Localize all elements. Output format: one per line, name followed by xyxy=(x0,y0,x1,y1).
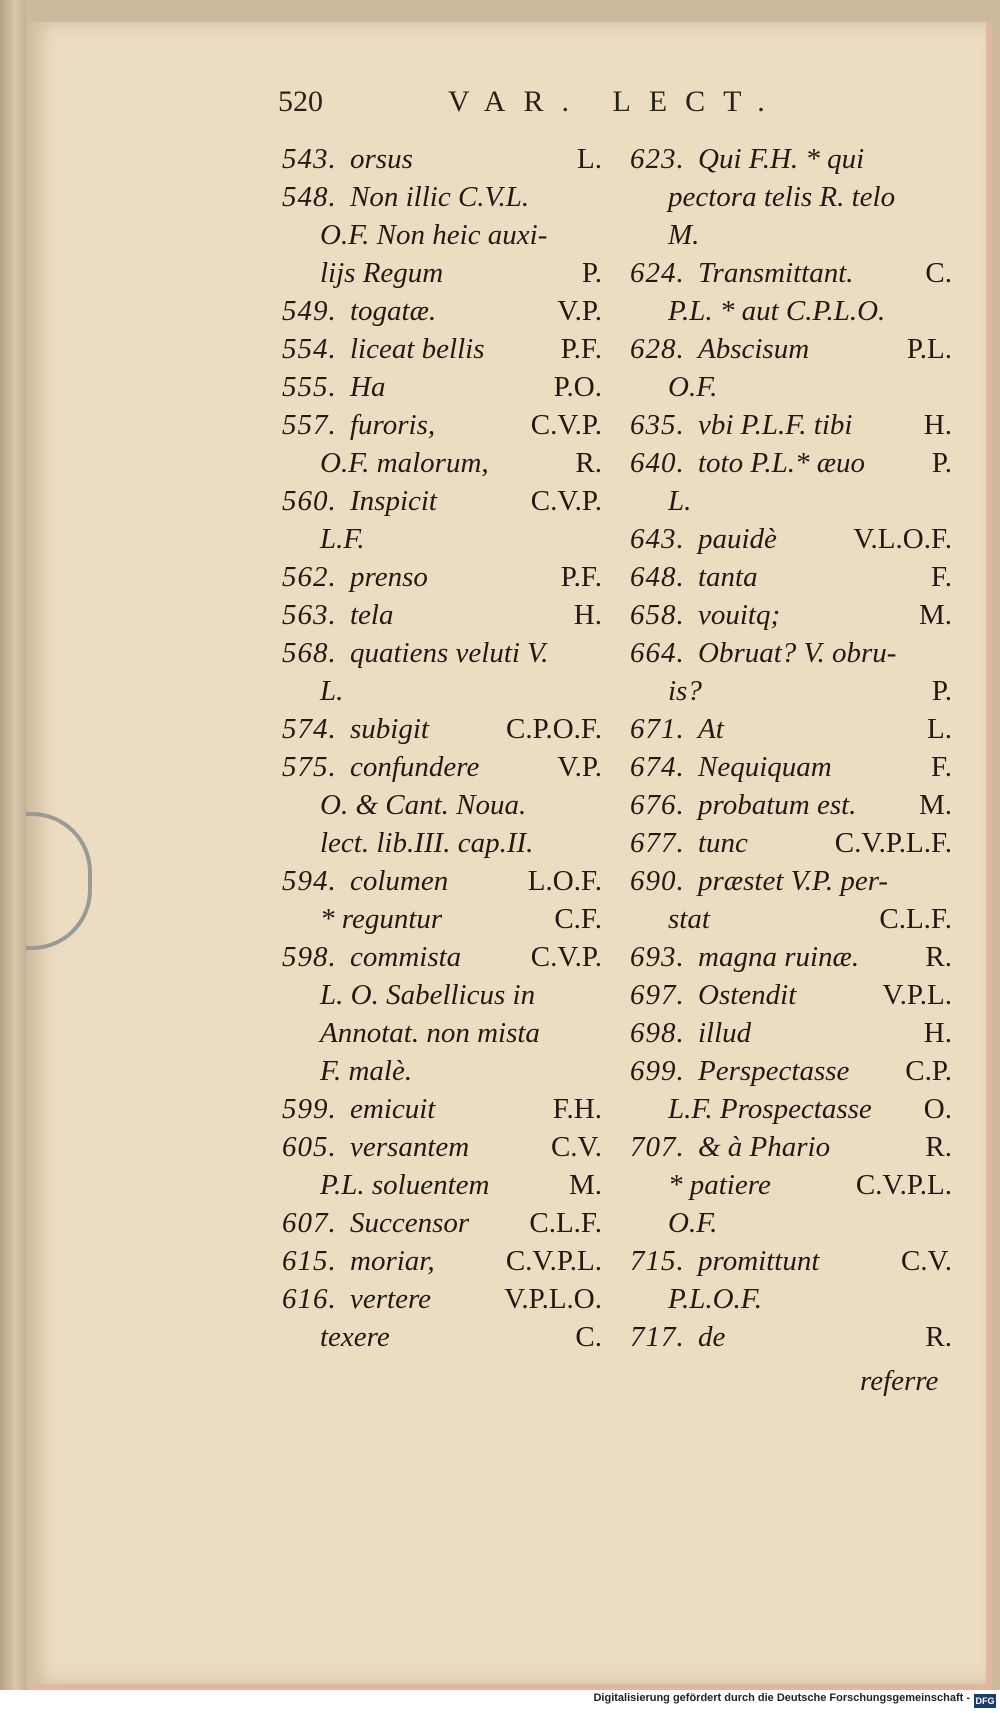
entry-line xyxy=(630,140,952,178)
entry-line xyxy=(282,938,602,976)
variant-text: L. O. Sabellicus in xyxy=(320,979,536,1011)
entry-line xyxy=(630,710,952,748)
page-number: 520 xyxy=(278,85,323,118)
entry-line xyxy=(282,862,602,900)
entry-line xyxy=(282,1318,602,1356)
variant-text: subigit xyxy=(350,713,429,745)
witness-sigla: C.V.P. xyxy=(530,941,602,973)
variant-text: vouitq; xyxy=(698,599,781,631)
entry-line xyxy=(282,216,602,254)
entry-line xyxy=(282,1052,602,1090)
witness-sigla: M. xyxy=(918,599,952,631)
entry-line xyxy=(630,1052,952,1090)
line-number: 607. xyxy=(282,1207,337,1239)
entry-line xyxy=(282,1204,602,1242)
variant-text: texere xyxy=(320,1321,390,1353)
witness-sigla: P.F. xyxy=(560,333,602,365)
witness-sigla: C.V. xyxy=(550,1131,602,1163)
page-clip xyxy=(26,812,92,950)
witness-sigla: C.V. xyxy=(900,1245,952,1277)
line-number: 554. xyxy=(282,333,337,365)
line-number: 615. xyxy=(282,1245,337,1277)
variant-text: Ostendit xyxy=(698,979,797,1011)
variant-text: P.L.O.F. xyxy=(668,1283,763,1315)
entry-line xyxy=(630,1166,952,1204)
line-number: 568. xyxy=(282,637,337,669)
line-number: 664. xyxy=(630,637,685,669)
variant-text: Nequiquam xyxy=(698,751,832,783)
variant-text: L. xyxy=(668,485,692,517)
witness-sigla: V.L.O.F. xyxy=(853,523,952,555)
witness-sigla: P. xyxy=(931,675,952,707)
witness-sigla: M. xyxy=(568,1169,602,1201)
variant-text: promittunt xyxy=(698,1245,820,1277)
witness-sigla: R. xyxy=(925,1131,952,1163)
running-title: VAR. LECT. xyxy=(448,85,783,118)
line-number: 548. xyxy=(282,181,337,213)
line-number: 560. xyxy=(282,485,337,517)
variant-text: O. & Cant. Noua. xyxy=(320,789,527,821)
witness-sigla: C.F. xyxy=(554,903,602,935)
entry-line xyxy=(282,406,602,444)
line-number: 574. xyxy=(282,713,337,745)
line-number: 677. xyxy=(630,827,685,859)
entry-line xyxy=(630,786,952,824)
variant-text: versantem xyxy=(350,1131,470,1163)
entry-line xyxy=(282,444,602,482)
variant-text: orsus xyxy=(350,143,413,175)
variant-text: Inspicit xyxy=(350,485,437,517)
variant-text: quatiens veluti V. xyxy=(350,637,549,669)
entry-line xyxy=(282,900,602,938)
line-number: 697. xyxy=(630,979,685,1011)
variant-text: confundere xyxy=(350,751,480,783)
entry-line xyxy=(282,368,602,406)
variant-text: stat xyxy=(668,903,710,935)
entry-line xyxy=(630,672,952,710)
line-number: 555. xyxy=(282,371,337,403)
line-number: 676. xyxy=(630,789,685,821)
variant-text: Non illic C.V.L. xyxy=(350,181,530,213)
variant-text: Abscisum xyxy=(698,333,810,365)
right-column xyxy=(630,140,952,1356)
variant-text: & à Phario xyxy=(698,1131,831,1163)
variant-text: O.F. xyxy=(668,1207,718,1239)
witness-sigla: C.L.F. xyxy=(879,903,952,935)
witness-sigla: V.P. xyxy=(557,295,602,327)
witness-sigla: F. xyxy=(930,561,952,593)
witness-sigla: P. xyxy=(581,257,602,289)
line-number: 562. xyxy=(282,561,337,593)
book-binding xyxy=(0,0,26,1713)
entry-line xyxy=(282,254,602,292)
entry-line xyxy=(630,824,952,862)
variant-text: L.F. xyxy=(320,523,365,555)
witness-sigla: C. xyxy=(925,257,952,289)
variant-text: L. xyxy=(320,675,344,707)
entry-line xyxy=(630,862,952,900)
entry-line xyxy=(630,1204,952,1242)
entry-line xyxy=(630,900,952,938)
variant-text: liceat bellis xyxy=(350,333,485,365)
witness-sigla: V.P.L. xyxy=(882,979,952,1011)
variant-text: * patiere xyxy=(668,1169,771,1201)
witness-sigla: O. xyxy=(923,1093,952,1125)
witness-sigla: P. xyxy=(931,447,952,479)
variant-text: F. malè. xyxy=(320,1055,413,1087)
line-number: 698. xyxy=(630,1017,685,1049)
entry-line xyxy=(630,634,952,672)
line-number: 640. xyxy=(630,447,685,479)
entry-line xyxy=(630,444,952,482)
variant-text: de xyxy=(698,1321,726,1353)
line-number: 594. xyxy=(282,865,337,897)
line-number: 598. xyxy=(282,941,337,973)
entry-line xyxy=(282,1280,602,1318)
witness-sigla: L.O.F. xyxy=(527,865,602,897)
entry-line xyxy=(282,292,602,330)
witness-sigla: R. xyxy=(575,447,602,479)
variant-text: Perspectasse xyxy=(698,1055,850,1087)
entry-line xyxy=(630,292,952,330)
witness-sigla: P.O. xyxy=(553,371,602,403)
variant-text: O.F. xyxy=(668,371,718,403)
entry-line xyxy=(630,1014,952,1052)
entry-line xyxy=(282,748,602,786)
witness-sigla: C.V.P.L. xyxy=(505,1245,602,1277)
line-number: 715. xyxy=(630,1245,685,1277)
left-column xyxy=(282,140,602,1356)
catchword: referre xyxy=(860,1365,939,1397)
entry-line xyxy=(282,824,602,862)
entry-line xyxy=(282,1242,602,1280)
variant-text: emicuit xyxy=(350,1093,436,1125)
entry-line xyxy=(630,748,952,786)
variant-text: Annotat. non mista xyxy=(320,1017,540,1049)
witness-sigla: P.F. xyxy=(560,561,602,593)
dfg-logo: DFG xyxy=(975,1696,995,1706)
variant-text: Succensor xyxy=(350,1207,470,1239)
entry-line xyxy=(630,482,952,520)
line-number: 699. xyxy=(630,1055,685,1087)
variant-text: Transmittant. xyxy=(698,257,854,289)
entry-line xyxy=(282,482,602,520)
witness-sigla: H. xyxy=(923,1017,952,1049)
entry-line xyxy=(630,216,952,254)
variant-text: O.F. malorum, xyxy=(320,447,489,479)
variant-text: commista xyxy=(350,941,462,973)
variant-text: O.F. Non heic auxi- xyxy=(320,219,548,251)
line-number: 563. xyxy=(282,599,337,631)
entry-line xyxy=(282,140,602,178)
entry-line xyxy=(282,1128,602,1166)
entry-line xyxy=(630,520,952,558)
entry-line xyxy=(630,1090,952,1128)
line-number: 616. xyxy=(282,1283,337,1315)
witness-sigla: R. xyxy=(925,941,952,973)
witness-sigla: C.V.P.L.F. xyxy=(834,827,952,859)
variant-text: tela xyxy=(350,599,394,631)
entry-line xyxy=(630,1128,952,1166)
variant-text: M. xyxy=(668,219,700,251)
line-number: 628. xyxy=(630,333,685,365)
variant-text: togatæ. xyxy=(350,295,437,327)
witness-sigla: V.P.L.O. xyxy=(504,1283,602,1315)
entry-line xyxy=(282,1090,602,1128)
variant-text: At xyxy=(698,713,724,745)
variant-text: Obruat? V. obru- xyxy=(698,637,897,669)
entry-line xyxy=(630,976,952,1014)
entry-line xyxy=(630,1318,952,1356)
witness-sigla: C.V.P. xyxy=(530,485,602,517)
entry-line xyxy=(282,330,602,368)
witness-sigla: H. xyxy=(573,599,602,631)
line-number: 671. xyxy=(630,713,685,745)
entry-line xyxy=(282,520,602,558)
witness-sigla: M. xyxy=(918,789,952,821)
entry-line xyxy=(282,1014,602,1052)
witness-sigla: C.P.O.F. xyxy=(505,713,602,745)
entry-line xyxy=(282,178,602,216)
variant-text: præstet V.P. per- xyxy=(698,865,889,897)
variant-text: moriar, xyxy=(350,1245,435,1277)
entry-line xyxy=(630,368,952,406)
variant-text: tunc xyxy=(698,827,748,859)
variant-text: magna ruinæ. xyxy=(698,941,860,973)
entry-line xyxy=(630,1280,952,1318)
line-number: 575. xyxy=(282,751,337,783)
witness-sigla: C.V.P. xyxy=(530,409,602,441)
entry-line xyxy=(630,178,952,216)
witness-sigla: F. xyxy=(930,751,952,783)
variant-text: Ha xyxy=(350,371,386,403)
line-number: 623. xyxy=(630,143,685,175)
entry-line xyxy=(630,330,952,368)
line-number: 643. xyxy=(630,523,685,555)
line-number: 599. xyxy=(282,1093,337,1125)
line-number: 707. xyxy=(630,1131,685,1163)
line-number: 543. xyxy=(282,143,337,175)
witness-sigla: P.L. xyxy=(906,333,952,365)
variant-text: pauidè xyxy=(698,523,777,555)
witness-sigla: L. xyxy=(927,713,952,745)
footer-credit: Digitalisierung gefördert durch die Deutsche Forschungsgemeinschaft - xyxy=(593,1692,970,1704)
variant-text: L.F. Prospectasse xyxy=(668,1093,872,1125)
variant-text: vertere xyxy=(350,1283,432,1315)
line-number: 557. xyxy=(282,409,337,441)
line-number: 549. xyxy=(282,295,337,327)
witness-sigla: C.L.F. xyxy=(529,1207,602,1239)
entry-line xyxy=(630,1242,952,1280)
witness-sigla: C.V.P.L. xyxy=(855,1169,952,1201)
variant-text: vbi P.L.F. tibi xyxy=(698,409,853,441)
entry-line xyxy=(282,976,602,1014)
variant-text: pectora telis R. telo xyxy=(668,181,896,213)
entry-line xyxy=(630,938,952,976)
line-number: 624. xyxy=(630,257,685,289)
line-number: 693. xyxy=(630,941,685,973)
entry-line xyxy=(282,710,602,748)
variant-text: P.L. * aut C.P.L.O. xyxy=(668,295,886,327)
witness-sigla: L. xyxy=(577,143,602,175)
entry-line xyxy=(282,1166,602,1204)
variant-text: tanta xyxy=(698,561,758,593)
line-number: 658. xyxy=(630,599,685,631)
line-number: 717. xyxy=(630,1321,685,1353)
line-number: 690. xyxy=(630,865,685,897)
witness-sigla: R. xyxy=(925,1321,952,1353)
variant-text: is? xyxy=(668,675,702,707)
witness-sigla: H. xyxy=(923,409,952,441)
witness-sigla: V.P. xyxy=(557,751,602,783)
variant-text: toto P.L.* æuo xyxy=(698,447,866,479)
witness-sigla: F.H. xyxy=(552,1093,602,1125)
entry-line xyxy=(630,406,952,444)
variant-text: probatum est. xyxy=(698,789,857,821)
variant-text: columen xyxy=(350,865,449,897)
line-number: 674. xyxy=(630,751,685,783)
variant-text: prenso xyxy=(350,561,428,593)
line-number: 635. xyxy=(630,409,685,441)
entry-line xyxy=(282,558,602,596)
entry-line xyxy=(282,596,602,634)
entry-line xyxy=(282,634,602,672)
line-number: 605. xyxy=(282,1131,337,1163)
variant-text: Qui F.H. * qui xyxy=(698,143,865,175)
variant-text: furoris, xyxy=(350,409,436,441)
entry-line xyxy=(630,254,952,292)
variant-text: lijs Regum xyxy=(320,257,444,289)
variant-text: P.L. soluentem xyxy=(320,1169,490,1201)
entry-line xyxy=(282,672,602,710)
running-head xyxy=(278,85,978,125)
line-number: 648. xyxy=(630,561,685,593)
variant-text: illud xyxy=(698,1017,752,1049)
variant-text: * reguntur xyxy=(320,903,443,935)
entry-line xyxy=(630,558,952,596)
entry-line xyxy=(282,786,602,824)
witness-sigla: C.P. xyxy=(905,1055,952,1087)
variant-text: lect. lib.III. cap.II. xyxy=(320,827,534,859)
entry-line xyxy=(630,596,952,634)
witness-sigla: C. xyxy=(575,1321,602,1353)
